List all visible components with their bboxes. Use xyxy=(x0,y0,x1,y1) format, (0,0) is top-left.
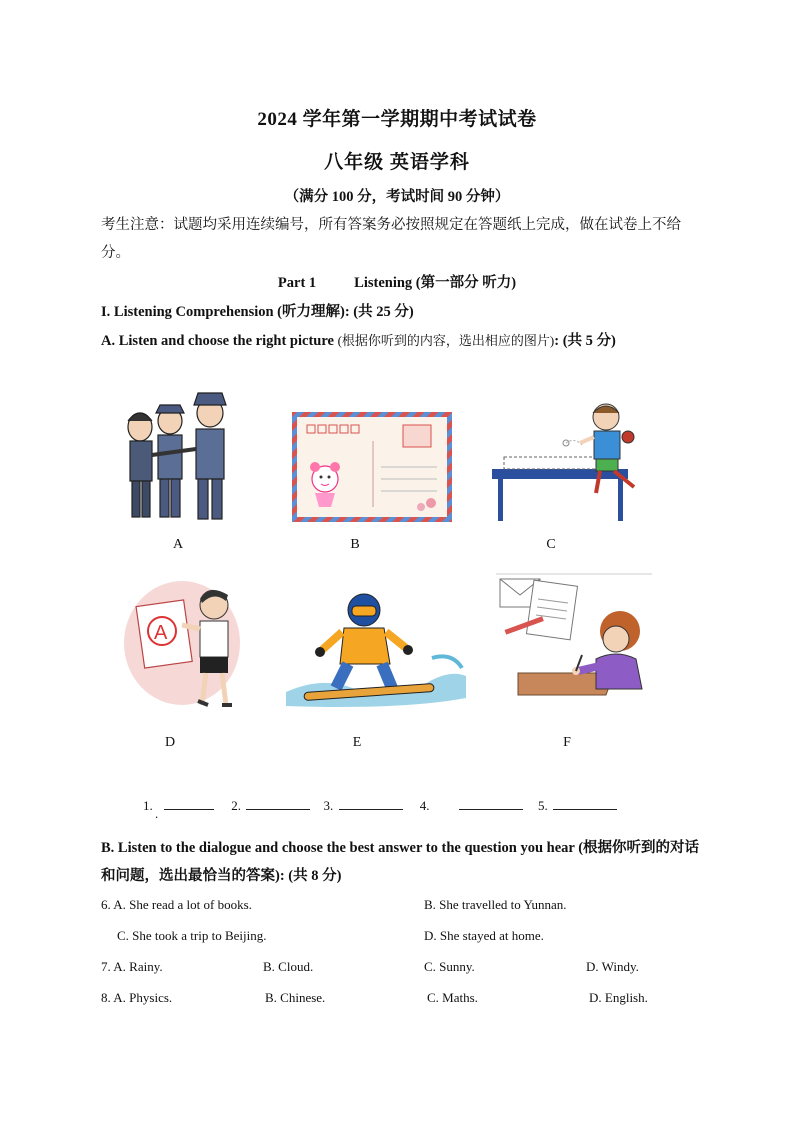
q8-option-d: D. English. xyxy=(589,990,648,1005)
answer-blanks xyxy=(143,795,617,814)
q6-option-c: C. She took a trip to Beijing. xyxy=(117,928,267,943)
postcard-icon xyxy=(291,411,453,523)
answer-blank-2[interactable] xyxy=(246,795,310,810)
police-arrest-icon xyxy=(118,385,238,525)
part-label: Part 1 xyxy=(277,275,317,291)
exam-title: 2024 学年第一学期期中考试试卷 xyxy=(257,109,537,130)
stray-dot: . xyxy=(155,806,159,821)
q7-option-c: C. Sunny. xyxy=(424,959,475,974)
picture-label-d: D xyxy=(164,735,176,750)
picture-label-c: C xyxy=(546,537,556,552)
answer-blank-5[interactable] xyxy=(553,795,617,810)
q7-option-a: 7. A. Rainy. xyxy=(101,959,163,974)
blank-label-4: 4. xyxy=(419,798,430,813)
q7-option-b: B. Cloud. xyxy=(263,959,314,974)
section-a-title-cn: (根据你听到的内容，选出相应的图片) xyxy=(337,333,555,348)
q8-option-c: C. Maths. xyxy=(427,990,478,1005)
q8-option-a: 8. A. Physics. xyxy=(101,990,173,1005)
section-b-heading: B. Listen to the dialogue and choose the best answer to the question you hear (根据你听到的对话和问题，选出最恰当的答案): (共 8 分) xyxy=(101,840,700,884)
part-heading xyxy=(0,271,794,292)
section-a-heading xyxy=(101,329,616,350)
q8-option-b: B. Chinese. xyxy=(265,990,326,1005)
blank-label-2: 2. xyxy=(231,798,241,813)
picture-label-e: E xyxy=(352,735,362,750)
table-tennis-icon xyxy=(488,397,648,525)
q6-option-a: 6. A. She read a lot of books. xyxy=(101,897,252,912)
picture-label-a: A xyxy=(172,537,184,552)
exam-subtitle: 八年级 英语学科 xyxy=(324,152,470,173)
section-a-title: A. Listen and choose the right picture xyxy=(101,333,338,349)
blank-label-1: 1. xyxy=(143,798,153,813)
writing-letter-icon xyxy=(496,573,652,705)
svg-text:A: A xyxy=(154,622,168,644)
q7-option-d: D. Windy. xyxy=(586,959,639,974)
test-paper-grade-a-icon xyxy=(122,573,257,713)
q6-option-d: D. She stayed at home. xyxy=(424,928,544,943)
picture-label-b: B xyxy=(350,537,360,552)
answer-blank-4[interactable] xyxy=(459,795,523,810)
part-title: Listening (第一部分 听力) xyxy=(354,275,517,291)
snowboarding-icon xyxy=(282,588,470,710)
score-info: （满分 100 分，考试时间 90 分钟） xyxy=(284,189,510,205)
answer-blank-1[interactable] xyxy=(164,795,214,810)
section-one-heading: I. Listening Comprehension (听力理解): (共 25 分) xyxy=(101,304,414,320)
section-a-score: : (共 5 分) xyxy=(554,333,616,349)
blank-label-3: 3. xyxy=(323,798,334,813)
picture-label-f: F xyxy=(563,735,571,750)
candidate-notice: 考生注意：试题均采用连续编号，所有答案务必按照规定在答题纸上完成，做在试卷上不给分。 xyxy=(101,217,681,261)
answer-blank-3[interactable] xyxy=(339,795,403,810)
q6-option-b: B. She travelled to Yunnan. xyxy=(424,897,567,912)
blank-label-5: 5. xyxy=(538,798,548,813)
